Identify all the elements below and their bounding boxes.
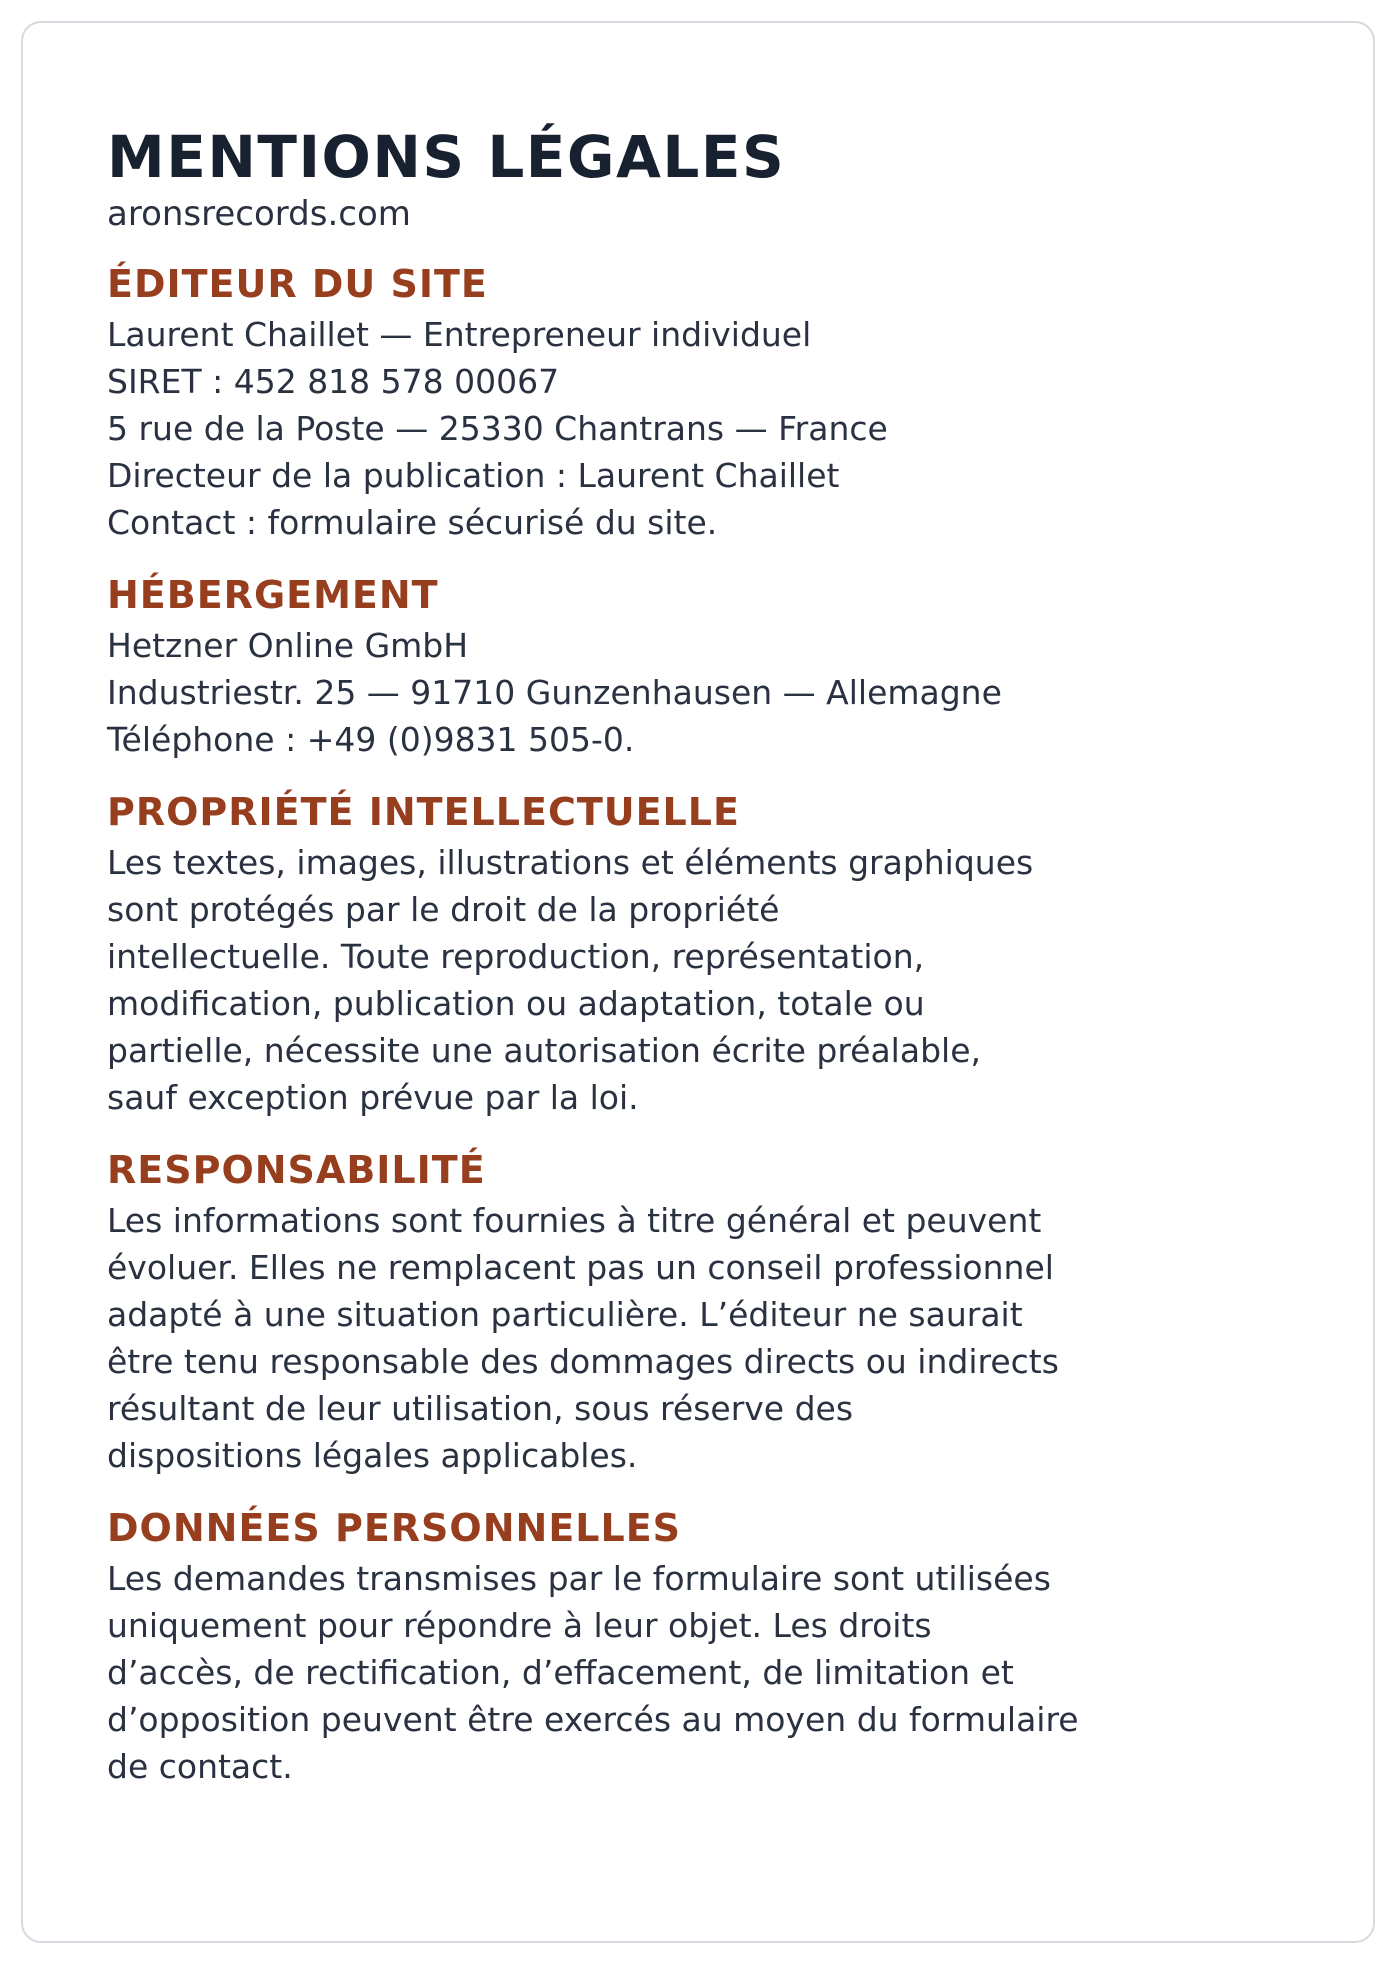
page-title: MENTIONS LÉGALES [107,123,786,191]
section-heading-hebergement: HÉBERGEMENT [107,573,439,617]
editeur-director-line: Directeur de la publication : Laurent Chaillet [107,456,840,495]
section-editeur [107,259,1257,546]
responsabilite-paragraph [107,1197,1257,1479]
paragraph-line: sont protégés par le droit de la propriété [107,890,780,929]
host-name-line: Hetzner Online GmbH [107,626,469,665]
section-heading-donnees: DONNÉES PERSONNELLES [107,1506,682,1550]
paragraph-line: partielle, nécessite une autorisation écrite préalable, [107,1031,981,1070]
paragraph-line: dispositions légales applicables. [107,1436,638,1475]
editeur-address-line: 5 rue de la Poste — 25330 Chantrans — France [107,409,888,448]
section-propriete-intellectuelle [107,787,1257,1121]
donnees-paragraph [107,1555,1257,1790]
paragraph-line: uniquement pour répondre à leur objet. Les droits [107,1606,932,1645]
paragraph-line: adapté à une situation particulière. L’éditeur ne saurait [107,1295,1023,1334]
editeur-siret-line: SIRET : 452 818 578 00067 [107,362,560,401]
paragraph-line: d’accès, de rectification, d’effacement, de limitation et [107,1653,1014,1692]
paragraph-line: intellectuelle. Toute reproduction, représentation, [107,937,925,976]
legal-notice-content [107,121,1257,1814]
paragraph-line: résultant de leur utilisation, sous réserve des [107,1389,854,1428]
host-phone-line: Téléphone : +49 (0)9831 505-0. [107,720,635,759]
section-heading-editeur: ÉDITEUR DU SITE [107,262,488,306]
paragraph-line: évoluer. Elles ne remplacent pas un conseil professionnel [107,1248,1054,1287]
section-responsabilite [107,1145,1257,1479]
paragraph-line: d’opposition peuvent être exercés au moyen du formulaire [107,1700,1079,1739]
paragraph-line: sauf exception prévue par la loi. [107,1078,639,1117]
paragraph-line: Les demandes transmises par le formulaire sont utilisées [107,1559,1051,1598]
legal-notice-card [21,21,1375,1943]
section-heading-propriete: PROPRIÉTÉ INTELLECTUELLE [107,790,740,834]
paragraph-line: Les informations sont fournies à titre général et peuvent [107,1201,1042,1240]
host-address-line: Industriestr. 25 — 91710 Gunzenhausen — Allemagne [107,673,1002,712]
paragraph-line: être tenu responsable des dommages directs ou indirects [107,1342,1059,1381]
section-donnees-personnelles [107,1503,1257,1790]
editeur-contact-line: Contact : formulaire sécurisé du site. [107,503,718,542]
section-hebergement [107,570,1257,763]
propriete-paragraph [107,839,1257,1121]
paragraph-line: Les textes, images, illustrations et éléments graphiques [107,843,1034,882]
paragraph-line: modification, publication ou adaptation, totale ou [107,984,925,1023]
paragraph-line: de contact. [107,1747,293,1786]
site-domain: aronsrecords.com [107,194,411,234]
editeur-name-line: Laurent Chaillet — Entrepreneur individuel [107,315,812,354]
section-heading-responsabilite: RESPONSABILITÉ [107,1148,486,1192]
